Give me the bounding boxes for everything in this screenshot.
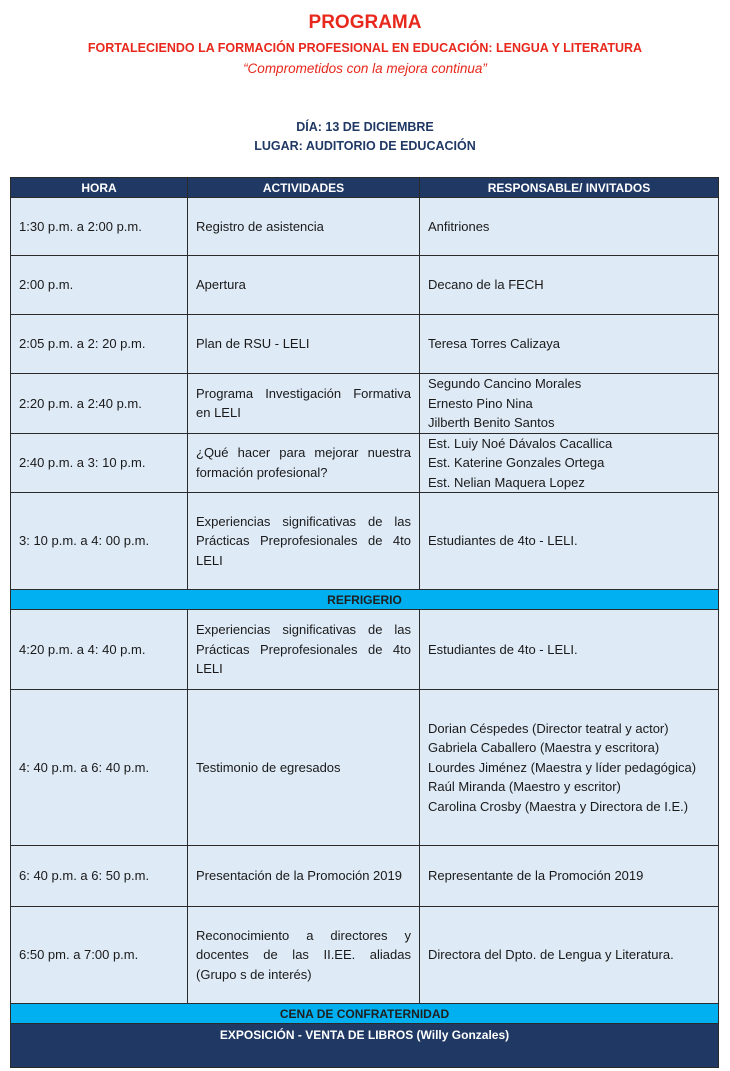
responsable-cell	[420, 846, 719, 907]
responsable-cell	[420, 690, 719, 846]
responsable-name: Est. Luiy Noé Dávalos Cacallica	[428, 435, 613, 451]
column-header-responsables: RESPONSABLE/ INVITADOS	[420, 178, 719, 198]
actividad-cell: Registro de asistencia	[188, 198, 420, 256]
event-place: LUGAR: AUDITORIO DE EDUCACIÓN	[254, 139, 476, 153]
dinner-label: CENA DE CONFRATERNIDAD	[11, 1004, 719, 1024]
event-date: DÍA: 13 DE DICIEMBRE	[296, 120, 434, 134]
table-row	[11, 374, 719, 434]
responsable-cell	[420, 198, 719, 256]
responsable-name: Anfitriones	[428, 218, 490, 234]
break-label: REFRIGERIO	[11, 590, 719, 610]
hora-cell: 1:30 p.m. a 2:00 p.m.	[11, 198, 188, 256]
motto: “Comprometidos con la mejora continua”	[243, 61, 487, 76]
responsable-cell	[420, 610, 719, 690]
responsable-name: Ernesto Pino Nina	[428, 395, 533, 411]
table-header-row	[11, 178, 719, 198]
book-fair-label-row	[11, 1024, 719, 1068]
hora-cell: 3: 10 p.m. a 4: 00 p.m.	[11, 493, 188, 590]
table-row	[11, 315, 719, 374]
column-header-actividades: ACTIVIDADES	[188, 178, 420, 198]
responsable-cell	[420, 256, 719, 315]
table-row	[11, 256, 719, 315]
responsable-name: Gabriela Caballero (Maestra y escritora)	[428, 740, 660, 756]
hora-cell: 2:20 p.m. a 2:40 p.m.	[11, 374, 188, 434]
responsable-name: Carolina Crosby (Maestra y Directora de I.E.)	[428, 798, 689, 814]
hora-cell: 6:50 pm. a 7:00 p.m.	[11, 907, 188, 1004]
actividad-cell: Testimonio de egresados	[188, 690, 420, 846]
dinner-label-row	[11, 1004, 719, 1024]
program-table	[10, 177, 719, 1068]
actividad-cell: Experiencias significativas de las Prácticas Preprofesionales de 4to LELI	[188, 493, 420, 590]
page-subtitle: FORTALECIENDO LA FORMACIÓN PROFESIONAL EN EDUCACIÓN: LENGUA Y LITERATURA	[87, 41, 643, 55]
responsable-name: Segundo Cancino Morales	[428, 376, 582, 391]
hora-cell: 2:00 p.m.	[11, 256, 188, 315]
responsable-name: Lourdes Jiménez (Maestra y líder pedagógica)	[428, 759, 697, 775]
responsable-name: Estudiantes de 4to - LELI.	[428, 533, 578, 549]
hora-cell: 6: 40 p.m. a 6: 50 p.m.	[11, 846, 188, 907]
responsable-name: Raúl Miranda (Maestro y escritor)	[428, 779, 621, 795]
table-row	[11, 907, 719, 1004]
hora-cell: 2:40 p.m. a 3: 10 p.m.	[11, 433, 188, 493]
hora-cell: 4: 40 p.m. a 6: 40 p.m.	[11, 690, 188, 846]
actividad-cell: Apertura	[188, 256, 420, 315]
actividad-cell: Plan de RSU - LELI	[188, 315, 420, 374]
responsable-name: Est. Katerine Gonzales Ortega	[428, 455, 605, 470]
responsable-name: Jilberth Benito Santos	[428, 415, 555, 430]
responsable-name: Est. Nelian Maquera Lopez	[428, 474, 585, 490]
responsable-name: Estudiantes de 4to - LELI.	[428, 641, 578, 657]
responsable-name: Teresa Torres Calizaya	[428, 336, 560, 352]
actividad-cell: Experiencias significativas de las Prácticas Preprofesionales de 4to LELI	[188, 610, 420, 690]
hora-cell: 4:20 p.m. a 4: 40 p.m.	[11, 610, 188, 690]
table-row	[11, 610, 719, 690]
table-row	[11, 690, 719, 846]
book-fair-label: EXPOSICIÓN - VENTA DE LIBROS (Willy Gonzales)	[11, 1024, 719, 1068]
responsable-cell	[420, 315, 719, 374]
responsable-name: Dorian Céspedes (Director teatral y actor)	[428, 720, 669, 736]
hora-cell: 2:05 p.m. a 2: 20 p.m.	[11, 315, 188, 374]
table-row	[11, 433, 719, 493]
page-title: PROGRAMA	[308, 12, 422, 33]
break-label-row	[11, 590, 719, 610]
table-row	[11, 846, 719, 907]
responsable-cell	[420, 374, 719, 434]
actividad-cell: ¿Qué hacer para mejorar nuestra formación profesional?	[188, 433, 420, 493]
responsable-name: Decano de la FECH	[428, 277, 544, 293]
responsable-name: Representante de la Promoción 2019	[428, 868, 644, 884]
table-row	[11, 198, 719, 256]
responsable-name: Directora del Dpto. de Lengua y Literatura.	[428, 947, 674, 963]
responsable-cell	[420, 907, 719, 1004]
actividad-cell: Presentación de la Promoción 2019	[188, 846, 420, 907]
actividad-cell: Programa Investigación Formativa en LELI	[188, 374, 420, 434]
responsable-cell	[420, 493, 719, 590]
actividad-cell: Reconocimiento a directores y docentes de las II.EE. aliadas (Grupo s de interés)	[188, 907, 420, 1004]
table-row	[11, 493, 719, 590]
column-header-hora: HORA	[11, 178, 188, 198]
responsable-cell	[420, 433, 719, 493]
